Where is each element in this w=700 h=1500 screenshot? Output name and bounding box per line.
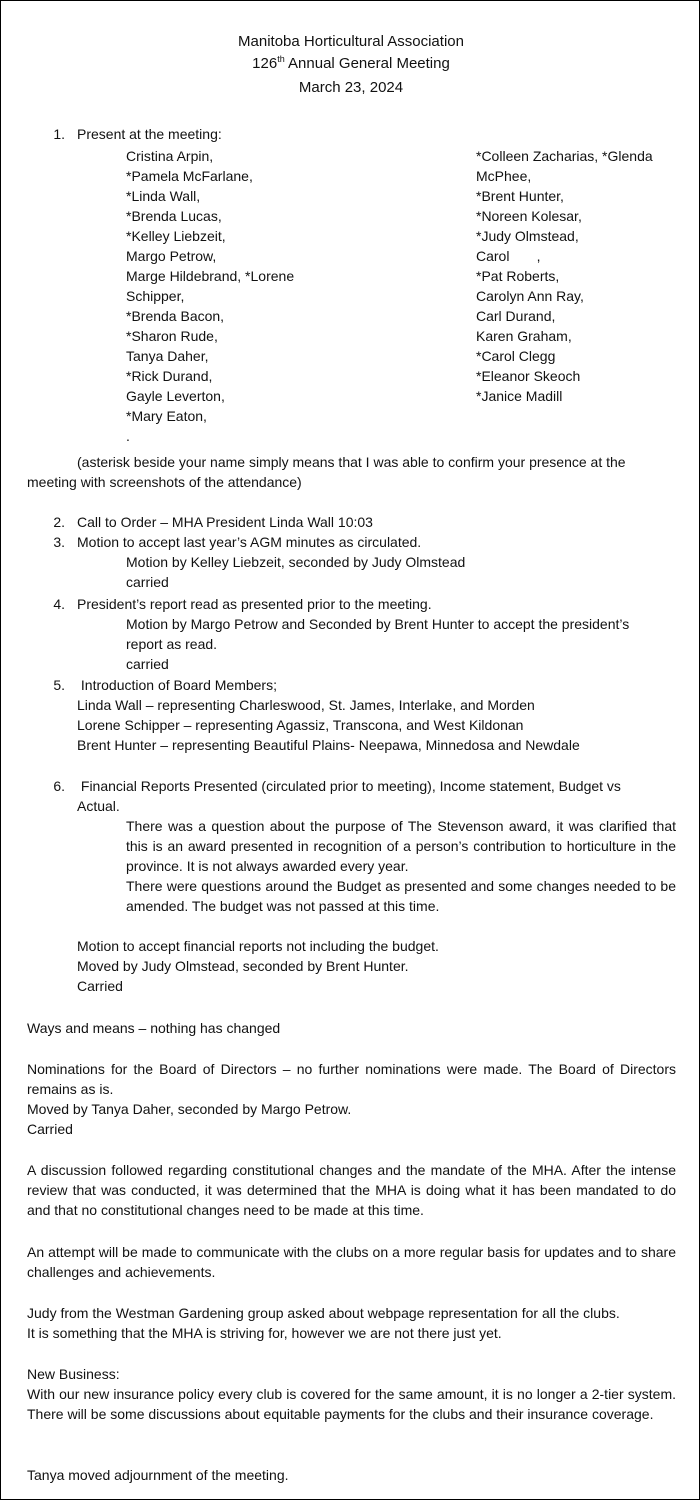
item-number: 1. [53,126,65,142]
attendee: *Colleen Zacharias, *Glenda [476,148,653,164]
attendee-list-right [476,146,653,406]
new-business-heading: New Business: [27,1366,120,1382]
call-to-order: Call to Order – MHA President Linda Wall 10:03 [77,514,373,530]
attendee: *Noreen Kolesar, [476,208,582,224]
attendee: *Janice Madill [476,388,563,404]
president-motion-cont: report as read. [126,636,218,652]
attendee: Cristina Arpin, [126,148,214,164]
attendee: Carol , [476,248,541,264]
asterisk-note-cont: meeting with screenshots of the attendance) [27,474,302,490]
minutes-mover: Motion by Kelley Liebzeit, seconded by Judy Olmstead [126,554,466,570]
item-number: 2. [53,514,65,530]
item-number: 3. [53,534,65,550]
minutes-result: carried [126,574,169,590]
attendee: *Brenda Lucas, [126,208,222,224]
attendee: *Brent Hunter, [476,188,564,204]
board-member: Lorene Schipper – representing Agassiz, Transcona, and West Kildonan [77,717,524,733]
constitution-paragraph: A discussion followed regarding constitutional changes and the mandate of the MHA. After the intense review that was conducted, it was determined that the MHA is doing what it has been mandated to do and that no constitutional changes need to be made at this time. [27,1162,676,1218]
attendee: *Judy Olmstead, [476,228,579,244]
webpage-paragraph-cont: It is something that the MHA is striving for, however we are not there just yet. [27,1325,502,1341]
attendee: *Eleanor Skeoch [476,368,581,384]
meeting-number: 126 [252,55,278,72]
meeting-title [1,53,700,75]
board-member: Linda Wall – representing Charleswood, St. James, Interlake, and Morden [77,697,535,713]
attendee-trailing-dot: . [126,428,130,444]
asterisk-note: (asterisk beside your name simply means that I was able to confirm your presence at the [77,454,626,470]
attendee: *Brenda Bacon, [126,308,225,324]
insurance-paragraph: With our new insurance policy every club is covered for the same amount, it is no longer a 2-tier system. There will be some discussions about equitable payments for the clubs and their insurance coverage. [27,1386,676,1422]
president-report: President’s report read as presented prior to the meeting. [77,596,432,612]
nominations-result: Carried [27,1121,73,1137]
attendee: *Pat Roberts, [476,268,560,284]
ways-and-means: Ways and means – nothing has changed [27,1020,281,1036]
financial-heading: Financial Reports Presented (circulated prior to meeting), Income statement, Budget vs [77,778,621,794]
attendee: *Mary Eaton, [126,408,207,424]
item-number: 4. [53,596,65,612]
attendee: *Pamela McFarlane, [126,168,253,184]
board-heading: Introduction of Board Members; [77,677,277,693]
present-heading: Present at the meeting: [77,126,222,142]
communication-paragraph: An attempt will be made to communicate with the clubs on a more regular basis for updates and to share challenges and achievements. [27,1244,676,1280]
attendee: Margo Petrow, [126,248,217,264]
attendee: McPhee, [476,168,532,184]
attendee: *Kelley Liebzeit, [126,228,226,244]
nominations-paragraph: Nominations for the Board of Directors – no further nominations were made. The Board of Directors remains as is. [27,1061,676,1097]
attendee: Marge Hildebrand, *Lorene [126,268,295,284]
president-result: carried [126,656,169,672]
meeting-name: Annual General Meeting [284,55,450,72]
org-title: Manitoba Horticultural Association [238,33,464,50]
budget-note: There were questions around the Budget as presented and some changes needed to be amended. The budget was not passed at this time. [126,878,676,914]
webpage-paragraph: Judy from the Westman Gardening group asked about webpage representation for all the clubs. [27,1305,620,1321]
minutes-motion: Motion to accept last year’s AGM minutes as circulated. [77,534,422,550]
attendee: Gayle Leverton, [126,388,225,404]
attendee: Carolyn Ann Ray, [476,288,584,304]
financial-motion: Motion to accept financial reports not including the budget. [77,938,439,954]
attendee: *Sharon Rude, [126,328,218,344]
attendee-list-left [126,146,294,446]
attendee: *Rick Durand, [126,368,213,384]
meeting-ordinal: th [277,54,285,64]
meeting-date: March 23, 2024 [298,79,404,96]
attendee: Karen Graham, [476,328,572,344]
attendee: Tanya Daher, [126,348,209,364]
attendee: Schipper, [126,288,185,304]
financial-mover: Moved by Judy Olmstead, seconded by Brent Hunter. [77,958,409,974]
president-motion: Motion by Margo Petrow and Seconded by Brent Hunter to accept the president’s [126,616,630,632]
attendee: Carl Durand, [476,308,556,324]
stevenson-award-note: There was a question about the purpose of The Stevenson award, it was clarified that this is an award presented in recognition of a person’s contribution to horticulture in the province. It is not always awarded every year. [126,818,676,874]
item-number: 6. [53,778,65,794]
item-number: 5. [53,677,65,693]
board-member: Brent Hunter – representing Beautiful Plains- Neepawa, Minnedosa and Newdale [77,737,580,753]
financial-result: Carried [77,978,123,994]
attendee: *Linda Wall, [126,188,201,204]
financial-heading-cont: Actual. [77,798,120,814]
nominations-mover: Moved by Tanya Daher, seconded by Margo Petrow. [27,1101,352,1117]
adjournment: Tanya moved adjournment of the meeting. [27,1467,289,1483]
attendee: *Carol Clegg [476,348,556,364]
